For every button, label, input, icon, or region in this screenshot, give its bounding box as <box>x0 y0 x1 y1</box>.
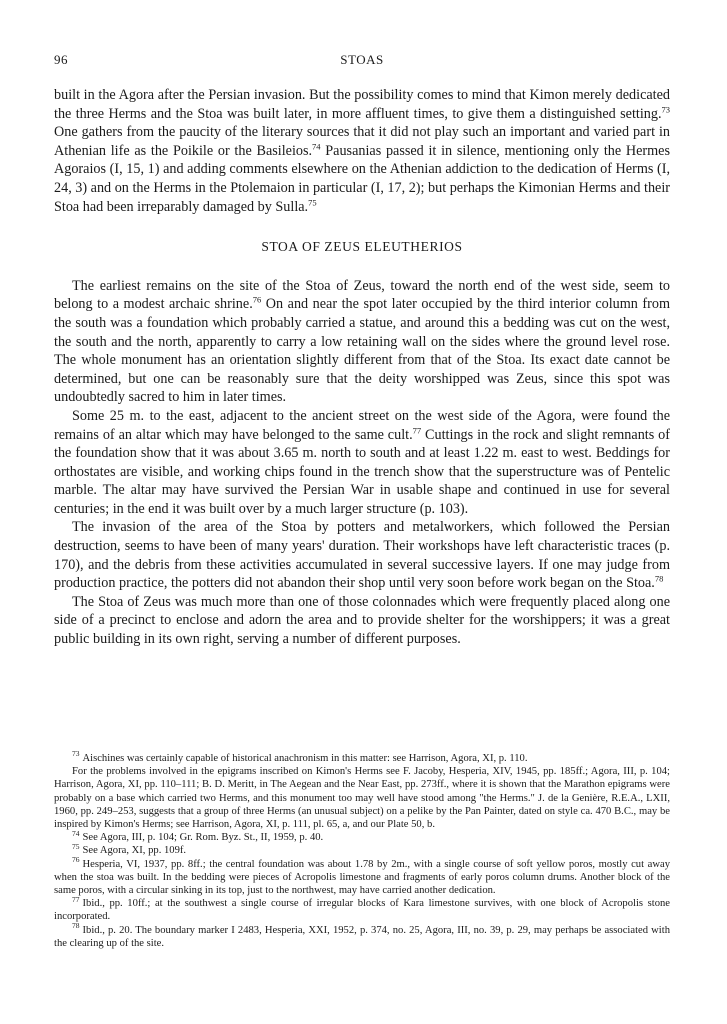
intro-paragraph: built in the Agora after the Persian invasion. But the possibility comes to mind that Kimon merely dedicated the three Herms and the Stoa was built later, in more affluent times, to give them a distinguished setting.$^{73}$ One gathers from the paucity of the literary sources that it did not play such an important and varied part in Athenian life as the Poikile or the Basileios.$^{74}$ Pausanias passed it in silence, mentioning only the Hermes Agoraios (I, 15, 1) and adding comments elsewhere on the Athenian addiction to the dedication of Herms (I, 24, 3) and on the Herms in the Ptolemaion in particular (I, 17, 2); but perhaps the Kimonian Herms and their Stoa had been irreparably damaged by Sulla.$^{75}$ <box>54 87 670 215</box>
paragraph-4: The Stoa of Zeus was much more than one of those colonnades which were frequently placed along one side of a precinct to enclose and adorn the area and to provide shelter for the worshippers; it was a great public building in its own right, serving a number of different purposes. <box>54 593 670 648</box>
footnote-73-continued: For the problems involved in the epigrams inscribed on Kimon's Herms see F. Jacoby, Hesperia, XIV, 1945, pp. 185ff.; Agora, III, p. 104; Harrison, Agora, XI, pp. 110–111; B. D. Meritt, in The Aegean and the Near East, pp. 273ff., where it is shown that the Marathon epigrams were probably on a base which carried two Herms, and this monument too may well have stood among "the Herms." J. de la Genière, R.E.A., LXII, 1960, pp. 249–253, suggests that a group of three Herms (an unusual subject) on a pelike by the Pan Painter, dated on style ca. 470 B.C., may be inspired by Kimon's Herms; see Harrison, Agora, XI, p. 111, pl. 65, a, and our Plate 50, b. <box>54 766 670 831</box>
footnote-ref-78[interactable]: 78 <box>654 573 664 584</box>
footnote-ref-73[interactable]: 73 <box>661 103 670 114</box>
main-text <box>54 86 670 649</box>
paragraph-1: The earliest remains on the site of the Stoa of Zeus, toward the north end of the west side, seem to belong to a modest archaic shrine.$^{76}$ On and near the spot later occupied by the third interior column from the south was a foundation which probably carried a statue, and around this a bedding was cut on the west, the south and the north, apparently to carry a low retaining wall on the sides where the ground level rose. The whole monument has an orientation slightly different from that of the Stoa. Its exact date cannot be determined, but one can be reasonably sure that the deity worshipped was Zeus, since this spot was undoubtedly sacred to him in later times. <box>54 277 670 406</box>
paragraph-2: Some 25 m. to the east, adjacent to the ancient street on the west side of the Agora, were found the remains of an altar which may have belonged to the same cult.$^{77}$ Cuttings in the rock and slight remnants of the foundation show that it was about 3.65 m. north to south and at least 1.22 m. east to west. Beddings for orthostates are visible, and working chips found in the trench show that the superstructure was of Pentelic marble. The altar may have survived the Persian War in usable shape and continued in use for several centuries; in the end it was built over by a much larger structure (p. 103). <box>54 407 670 517</box>
section-title: STOA OF ZEUS ELEUTHERIOS <box>261 239 463 255</box>
footnote-ref-76[interactable]: 76 <box>252 294 262 305</box>
footnote-ref-77[interactable]: 77 <box>412 424 422 435</box>
footnote-73: $^{73}$ Aischines was certainly capable of historical anachronism in this matter: see Harrison, Agora, XI, p. 110. <box>72 749 528 764</box>
running-header <box>54 52 670 68</box>
footnote-ref-74[interactable]: 74 <box>312 141 321 152</box>
footnote-75: $^{75}$ See Agora, XI, pp. 109f. <box>72 841 187 857</box>
page-number: 96 <box>54 52 68 67</box>
footnote-74: $^{74}$ See Agora, III, p. 104; Gr. Rom. Byz. St., II, 1959, p. 40. <box>72 828 324 844</box>
footnote-77: $^{77}$ Ibid., pp. 10ff.; at the southwest a single course of irregular blocks of Kara limestone survives, with one block of Acropolis stone incorporated. <box>54 894 670 923</box>
footnote-78: $^{78}$ Ibid., p. 20. The boundary marker I 2483, Hesperia, XXI, 1952, p. 374, no. 25, Agora, III, no. 39, p. 29, may perhaps be associated with the clearing up of the site. <box>54 921 670 949</box>
paragraph-3: The invasion of the area of the Stoa by potters and metalworkers, which followed the Persian destruction, seems to have been of many years' duration. Their workshops have left characteristic traces (p. 170), and the debris from these activities accumulated in several successive layers. If one may judge from production practice, the potters did not abandon their shop until very soon before work began on the Stoa.$^{78}$ <box>54 519 670 592</box>
footnote-ref-75[interactable]: 75 <box>308 196 317 207</box>
footnotes <box>54 749 670 950</box>
running-title: STOAS <box>340 52 384 67</box>
footnote-76: $^{76}$ Hesperia, VI, 1937, pp. 8ff.; the central foundation was about 1.78 by 2m., with a single course of soft yellow poros, mostly cut away when the stoa was built. In the bedding were pieces of Acropolis limestone and fragments of early poros column drums. Another block of the same poros, with a circular sinking in its top, just to the northwest, may have carried another dedication. <box>54 855 670 897</box>
